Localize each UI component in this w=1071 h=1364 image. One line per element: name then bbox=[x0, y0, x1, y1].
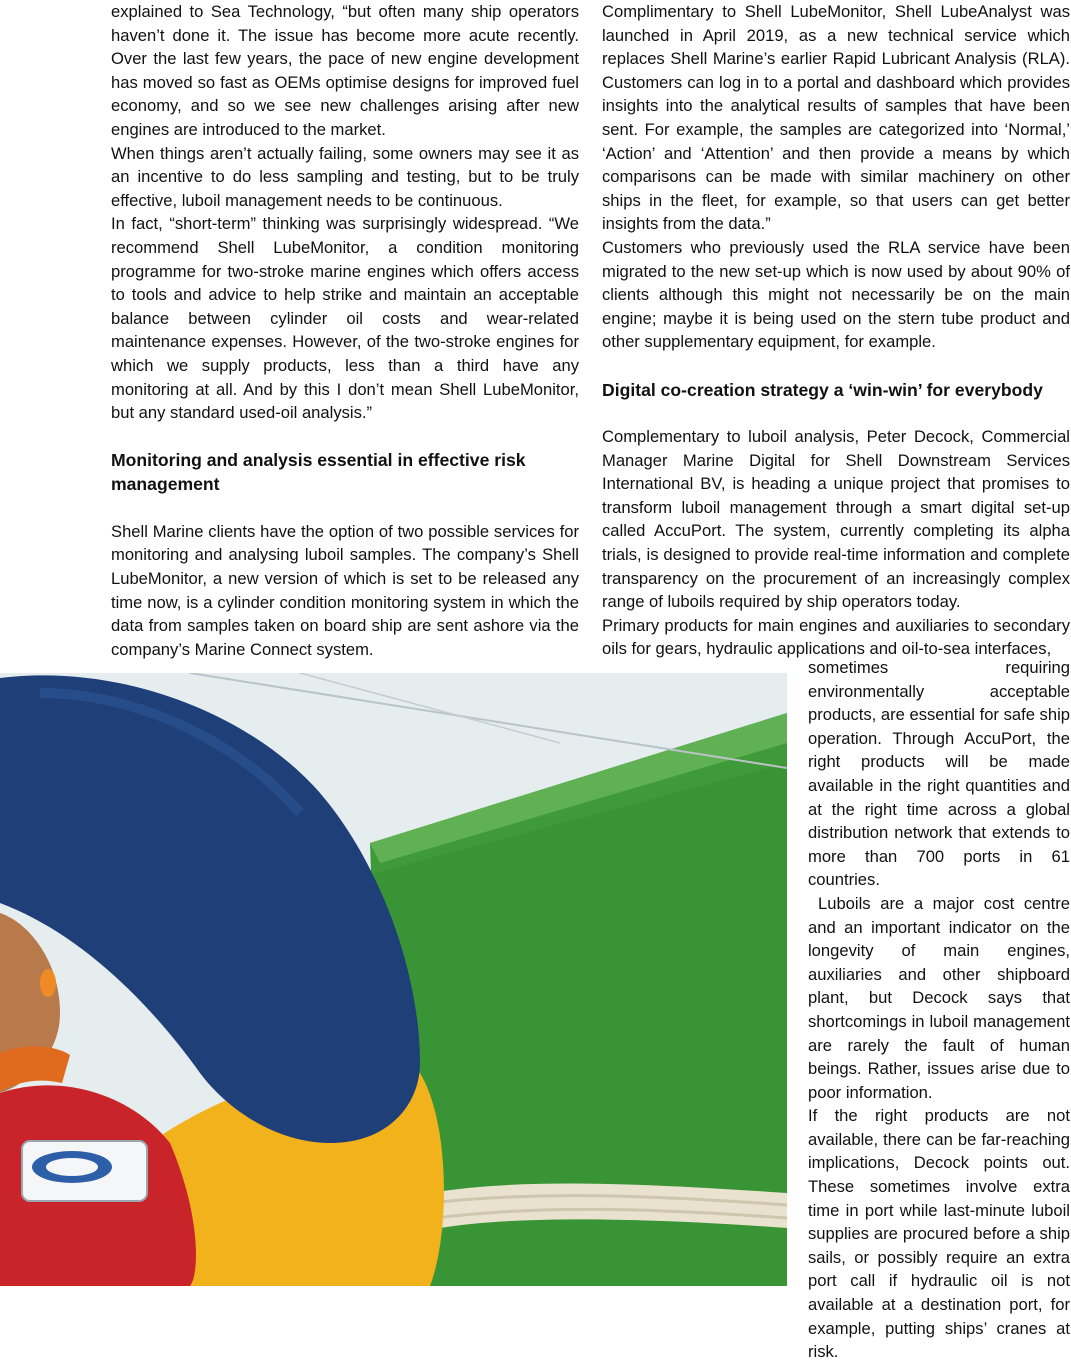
right-paragraph-4: Primary products for main engines and auxiliaries to secondary oils for gears, hydraulic applications and oil-to-sea interfaces, bbox=[602, 615, 1070, 659]
left-paragraph-1: explained to Sea Technology, “but often many ship operators haven’t done it. The issue has become more acute recently. Over the last few years, the pace of new engine development has moved so fast as OEMs optimise designs for improved fuel economy, and so we see new challenges arising after new engines are introduced to the market. bbox=[111, 2, 579, 139]
left-paragraph-3: In fact, “short-term” thinking was surprisingly widespread. “We recommend Shell LubeMonitor, a condition monitoring programme for two-stroke marine engines which offers access to tools and advice to help strike and maintain an acceptable balance between cylinder oil costs and wear-related maintenance expenses. However, of the two-stroke engines for which we supply products, less than a third have any monitoring at all. And by this I don’t mean Shell LubeMonitor, but any standard used-oil analysis.” bbox=[111, 214, 579, 423]
right-paragraph-1: Complimentary to Shell LubeMonitor, Shell LubeAnalyst was launched in April 2019, as a new technical service which replaces Shell Marine’s earlier Rapid Lubricant Analysis (RLA). Customers can log in to a portal and dashboard which provides insights into the analytical results of samples that have been sent. For example, the samples are categorized into ‘Normal,’ ‘Action’ and ‘Attention’ and then provide a means by which comparisons can be made with similar machinery on other ships in the fleet, for example, so that users can get better insights from the data.” bbox=[602, 2, 1070, 234]
narrow-paragraph-3: If the right products are not available, there can be far-reaching implications, Decock points out. These sometimes involve extra time in port while last-minute luboil supplies are procured before a ship sails, or possibly require an extra port call if hydraulic oil is not available at a destination port, for example, putting ships’ cranes at risk. bbox=[808, 1106, 1070, 1362]
photo-illustration bbox=[0, 673, 787, 1286]
narrow-text-column bbox=[808, 656, 1070, 1364]
section-heading-monitoring: Monitoring and analysis essential in effective risk management bbox=[111, 450, 526, 495]
left-text-column bbox=[111, 0, 579, 661]
right-paragraph-2: Customers who previously used the RLA service have been migrated to the new set-up which is now used by about 90% of clients although this might not necessarily be on the main engine; maybe it is being used on the stern tube product and other supplementary equipment, for example. bbox=[602, 237, 1070, 352]
narrow-paragraph-2: Luboils are a major cost centre and an important indicator on the longevity of main engines, auxiliaries and other shipboard plant, but Decock says that shortcomings in luboil management are rarely the fault of human beings. Rather, issues arise due to poor information. bbox=[808, 893, 1070, 1102]
right-text-column bbox=[602, 0, 1070, 661]
right-paragraph-3: Complementary to luboil analysis, Peter Decock, Commercial Manager Marine Digital for Shell Downstream Services International BV, is heading a unique project that promises to transform luboil management through a smart digital set-up called AccuPort. The system, currently completing its alpha trials, is designed to provide real-time information and complete transparency on the procurement of an increasingly complex range of luboils required by ship operators today. bbox=[602, 427, 1070, 612]
left-paragraph-4: Shell Marine clients have the option of two possible services for monitoring and analysing luboil samples. The company’s Shell LubeMonitor, a new version of which is set to be released any time now, is a cylinder condition monitoring system in which the data from samples taken on board ship are sent ashore via the company’s Marine Connect system. bbox=[111, 521, 579, 659]
left-paragraph-2: When things aren’t actually failing, some owners may see it as an incentive to do less sampling and testing, but to be truly effective, luboil management needs to be continuous. bbox=[111, 143, 579, 210]
section-heading-digital: Digital co-creation strategy a ‘win-win’ for everybody bbox=[602, 379, 1043, 400]
crew-member-photo bbox=[0, 673, 787, 1286]
narrow-paragraph-1: sometimes requiring environmentally acceptable products, are essential for safe ship operation. Through AccuPort, the right products will be made available in the right quantities and at the right time across a global distribution network that extends to more than 700 ports in 61 countries. bbox=[808, 658, 1070, 890]
